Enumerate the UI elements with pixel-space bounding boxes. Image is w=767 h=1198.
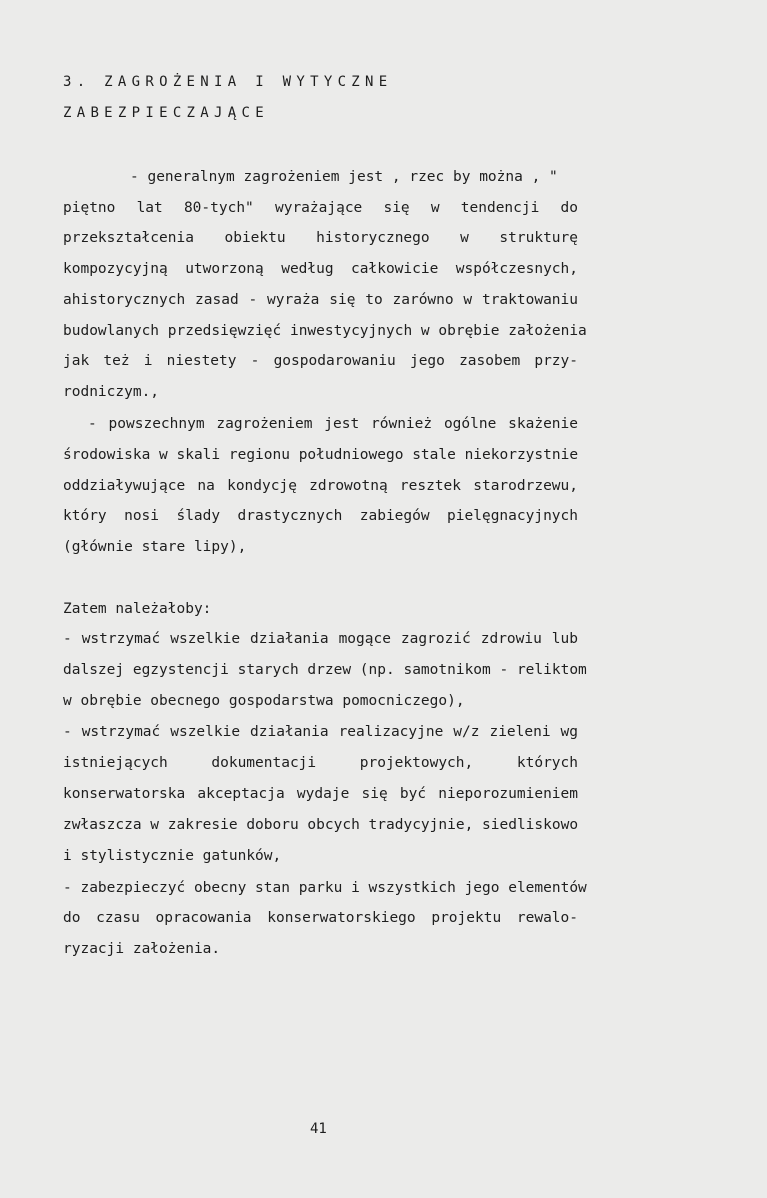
body-line: budowlanych przedsięwzięć inwestycyjnych w obrębie założenia xyxy=(63,323,587,339)
body-line: rodniczym., xyxy=(63,384,160,400)
section-heading-line-1: 3. ZAGROŻENIA I WYTYCZNE xyxy=(63,74,393,90)
body-line: kompozycyjną utworzoną według całkowicie współczesnych, xyxy=(63,261,578,277)
body-line: oddziaływujące na kondycję zdrowotną resztek starodrzewu, xyxy=(63,478,578,494)
page-number: 41 xyxy=(310,1121,327,1137)
body-line: konserwatorska akceptacja wydaje się być nieporozumieniem xyxy=(63,786,578,802)
body-line: (głównie stare lipy), xyxy=(63,539,247,555)
body-line: jak też i niestety - gospodarowaniu jego zasobem przy- xyxy=(63,353,578,369)
body-line: - zabezpieczyć obecny stan parku i wszystkich jego elementów xyxy=(63,880,587,896)
body-line: ahistorycznych zasad - wyraża się to zarówno w traktowaniu xyxy=(63,292,578,308)
body-line: do czasu opracowania konserwatorskiego projektu rewalo- xyxy=(63,910,578,926)
body-line: Zatem należałoby: xyxy=(63,601,212,617)
body-line: istniejących dokumentacji projektowych, których xyxy=(63,755,578,771)
body-line: w obrębie obecnego gospodarstwa pomocniczego), xyxy=(63,693,465,709)
body-line: i stylistycznie gatunków, xyxy=(63,848,282,864)
section-heading-line-2: ZABEZPIECZAJĄCE xyxy=(63,105,269,121)
body-line: - powszechnym zagrożeniem jest również ogólne skażenie xyxy=(88,416,578,432)
body-line: ryzacji założenia. xyxy=(63,941,221,957)
body-line: zwłaszcza w zakresie doboru obcych tradycyjnie, siedliskowo xyxy=(63,817,579,833)
body-line: który nosi ślady drastycznych zabiegów pielęgnacyjnych xyxy=(63,508,578,524)
body-line: - wstrzymać wszelkie działania realizacyjne w/z zieleni wg xyxy=(63,724,578,740)
body-line: piętno lat 80-tych" wyrażające się w tendencji do xyxy=(63,200,578,216)
body-line: dalszej egzystencji starych drzew (np. samotnikom - reliktom xyxy=(63,662,587,678)
body-line: - wstrzymać wszelkie działania mogące zagrozić zdrowiu lub xyxy=(63,631,578,647)
body-line: - generalnym zagrożeniem jest , rzec by można , " xyxy=(130,169,558,185)
body-line: przekształcenia obiektu historycznego w strukturę xyxy=(63,230,578,246)
body-line: środowiska w skali regionu południowego stale niekorzystnie xyxy=(63,447,579,463)
